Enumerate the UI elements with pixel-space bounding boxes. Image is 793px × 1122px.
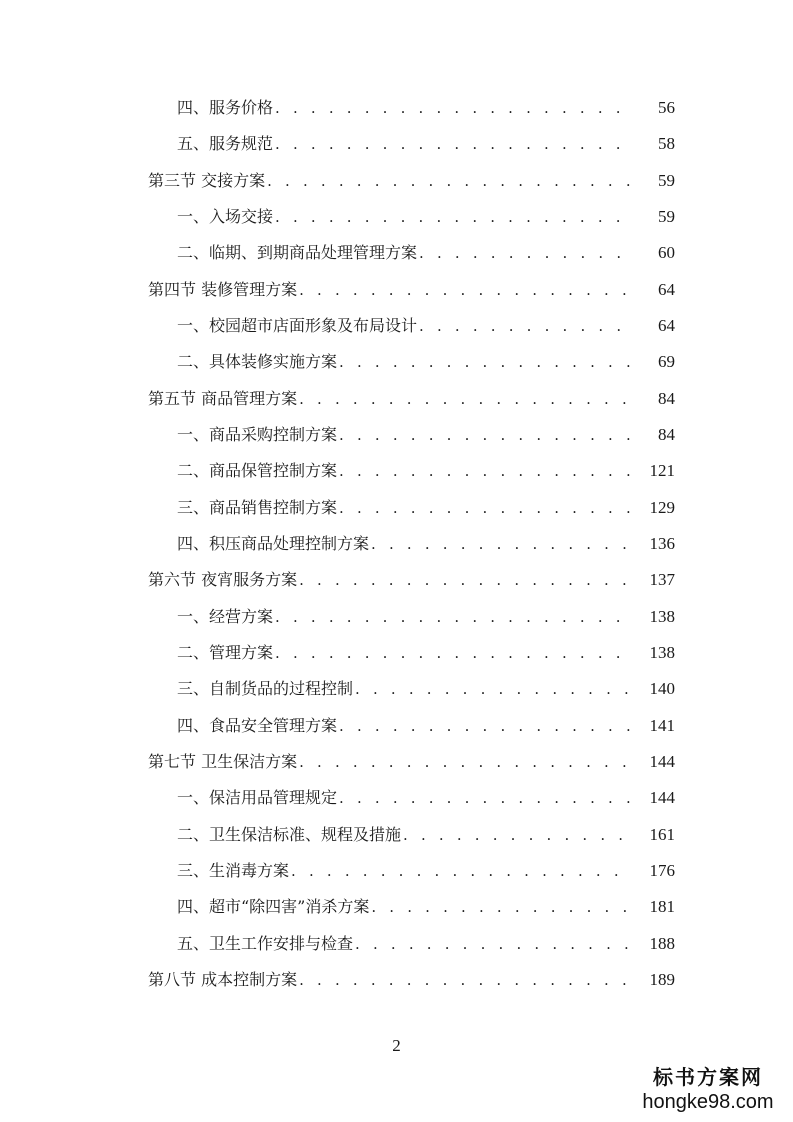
toc-dot-leader xyxy=(267,171,631,191)
toc-dot-leader xyxy=(299,389,631,409)
toc-dot-leader xyxy=(339,498,631,518)
toc-dot-leader xyxy=(299,280,631,300)
toc-dot-leader xyxy=(275,607,631,627)
toc-dot-leader xyxy=(371,534,631,554)
toc-subsection-entry[interactable] xyxy=(0,490,793,526)
toc-section-entry[interactable] xyxy=(0,562,793,598)
toc-page-number: 69 xyxy=(658,352,675,372)
toc-dot-leader xyxy=(355,679,631,699)
toc-page-number: 189 xyxy=(649,970,675,990)
toc-entry-title: 四、积压商品处理控制方案 xyxy=(177,534,370,554)
toc-subsection-entry[interactable] xyxy=(0,344,793,380)
toc-subsection-entry[interactable] xyxy=(0,926,793,962)
toc-subsection-entry[interactable] xyxy=(0,199,793,235)
toc-subsection-entry[interactable] xyxy=(0,526,793,562)
toc-page-number: 138 xyxy=(649,643,675,663)
watermark-url: hongke98.com xyxy=(642,1091,774,1113)
toc-subsection-entry[interactable] xyxy=(0,126,793,162)
toc-page-number: 60 xyxy=(658,243,675,263)
toc-dot-leader xyxy=(403,825,631,845)
toc-page-number: 64 xyxy=(658,279,675,299)
toc-page-number: 136 xyxy=(649,534,675,554)
toc-dot-leader xyxy=(299,970,631,990)
table-of-contents xyxy=(0,90,793,998)
toc-page-number: 84 xyxy=(658,388,675,408)
toc-page-number: 56 xyxy=(658,98,675,118)
toc-entry-title: 一、商品采购控制方案 xyxy=(177,425,338,445)
toc-subsection-entry[interactable] xyxy=(0,90,793,126)
toc-entry-title: 第六节 夜宵服务方案 xyxy=(148,570,298,590)
toc-subsection-entry[interactable] xyxy=(0,708,793,744)
toc-dot-leader xyxy=(339,788,631,808)
toc-dot-leader xyxy=(419,316,631,336)
watermark-logo xyxy=(633,1064,783,1114)
toc-dot-leader xyxy=(339,425,631,445)
toc-page-number: 181 xyxy=(649,897,675,917)
toc-page-number: 59 xyxy=(658,207,675,227)
toc-dot-leader xyxy=(275,134,631,154)
toc-page-number: 59 xyxy=(658,170,675,190)
toc-subsection-entry[interactable] xyxy=(0,417,793,453)
toc-page-number: 64 xyxy=(658,316,675,336)
toc-entry-title: 四、食品安全管理方案 xyxy=(177,715,338,735)
toc-entry-title: 四、服务价格 xyxy=(177,98,274,118)
toc-entry-title: 一、校园超市店面形象及布局设计 xyxy=(177,316,418,336)
toc-page-number: 137 xyxy=(649,570,675,590)
toc-section-entry[interactable] xyxy=(0,272,793,308)
toc-subsection-entry[interactable] xyxy=(0,671,793,707)
toc-dot-leader xyxy=(275,643,631,663)
toc-page-number: 121 xyxy=(649,461,675,481)
toc-page-number: 129 xyxy=(649,497,675,517)
toc-subsection-entry[interactable] xyxy=(0,308,793,344)
toc-page-number: 58 xyxy=(658,134,675,154)
toc-entry-title: 第七节 卫生保洁方案 xyxy=(148,752,298,772)
toc-page-number: 84 xyxy=(658,425,675,445)
toc-entry-title: 三、商品销售控制方案 xyxy=(177,497,338,517)
toc-entry-title: 五、卫生工作安排与检查 xyxy=(177,933,354,953)
toc-page-number: 138 xyxy=(649,606,675,626)
toc-entry-title: 第三节 交接方案 xyxy=(148,170,266,190)
toc-dot-leader xyxy=(339,461,631,481)
toc-section-entry[interactable] xyxy=(0,381,793,417)
toc-dot-leader xyxy=(339,352,631,372)
toc-dot-leader xyxy=(299,570,631,590)
toc-dot-leader xyxy=(275,98,631,118)
toc-entry-title: 第五节 商品管理方案 xyxy=(148,388,298,408)
toc-subsection-entry[interactable] xyxy=(0,853,793,889)
toc-subsection-entry[interactable] xyxy=(0,889,793,925)
toc-subsection-entry[interactable] xyxy=(0,453,793,489)
toc-dot-leader xyxy=(371,897,631,917)
toc-entry-title: 一、入场交接 xyxy=(177,207,274,227)
toc-subsection-entry[interactable] xyxy=(0,780,793,816)
toc-page-number: 140 xyxy=(649,679,675,699)
watermark-name: 标书方案网 xyxy=(653,1065,763,1089)
toc-entry-title: 二、具体装修实施方案 xyxy=(177,352,338,372)
toc-entry-title: 三、生消毒方案 xyxy=(177,861,290,881)
toc-dot-leader xyxy=(419,243,631,263)
page-number: 2 xyxy=(392,1036,401,1055)
toc-entry-title: 一、保洁用品管理规定 xyxy=(177,788,338,808)
toc-section-entry[interactable] xyxy=(0,744,793,780)
toc-entry-title: 二、卫生保洁标准、规程及措施 xyxy=(177,824,402,844)
toc-entry-title: 一、经营方案 xyxy=(177,606,274,626)
toc-entry-title: 三、自制货品的过程控制 xyxy=(177,679,354,699)
toc-subsection-entry[interactable] xyxy=(0,235,793,271)
toc-entry-title: 二、管理方案 xyxy=(177,643,274,663)
toc-entry-title: 第四节 装修管理方案 xyxy=(148,279,298,299)
toc-page-number: 176 xyxy=(649,861,675,881)
toc-entry-title: 四、超市“除四害”消杀方案 xyxy=(177,897,370,917)
toc-page-number: 188 xyxy=(649,933,675,953)
toc-dot-leader xyxy=(355,934,631,954)
toc-subsection-entry[interactable] xyxy=(0,817,793,853)
toc-dot-leader xyxy=(275,207,631,227)
toc-dot-leader xyxy=(291,861,631,881)
toc-page-number: 144 xyxy=(649,752,675,772)
toc-subsection-entry[interactable] xyxy=(0,635,793,671)
toc-entry-title: 二、商品保管控制方案 xyxy=(177,461,338,481)
toc-section-entry[interactable] xyxy=(0,962,793,998)
toc-section-entry[interactable] xyxy=(0,163,793,199)
toc-dot-leader xyxy=(339,716,631,736)
toc-subsection-entry[interactable] xyxy=(0,599,793,635)
toc-entry-title: 二、临期、到期商品处理管理方案 xyxy=(177,243,418,263)
toc-page-number: 161 xyxy=(649,824,675,844)
toc-page-number: 144 xyxy=(649,788,675,808)
toc-entry-title: 第八节 成本控制方案 xyxy=(148,970,298,990)
toc-page-number: 141 xyxy=(649,715,675,735)
toc-entry-title: 五、服务规范 xyxy=(177,134,274,154)
toc-dot-leader xyxy=(299,752,631,772)
